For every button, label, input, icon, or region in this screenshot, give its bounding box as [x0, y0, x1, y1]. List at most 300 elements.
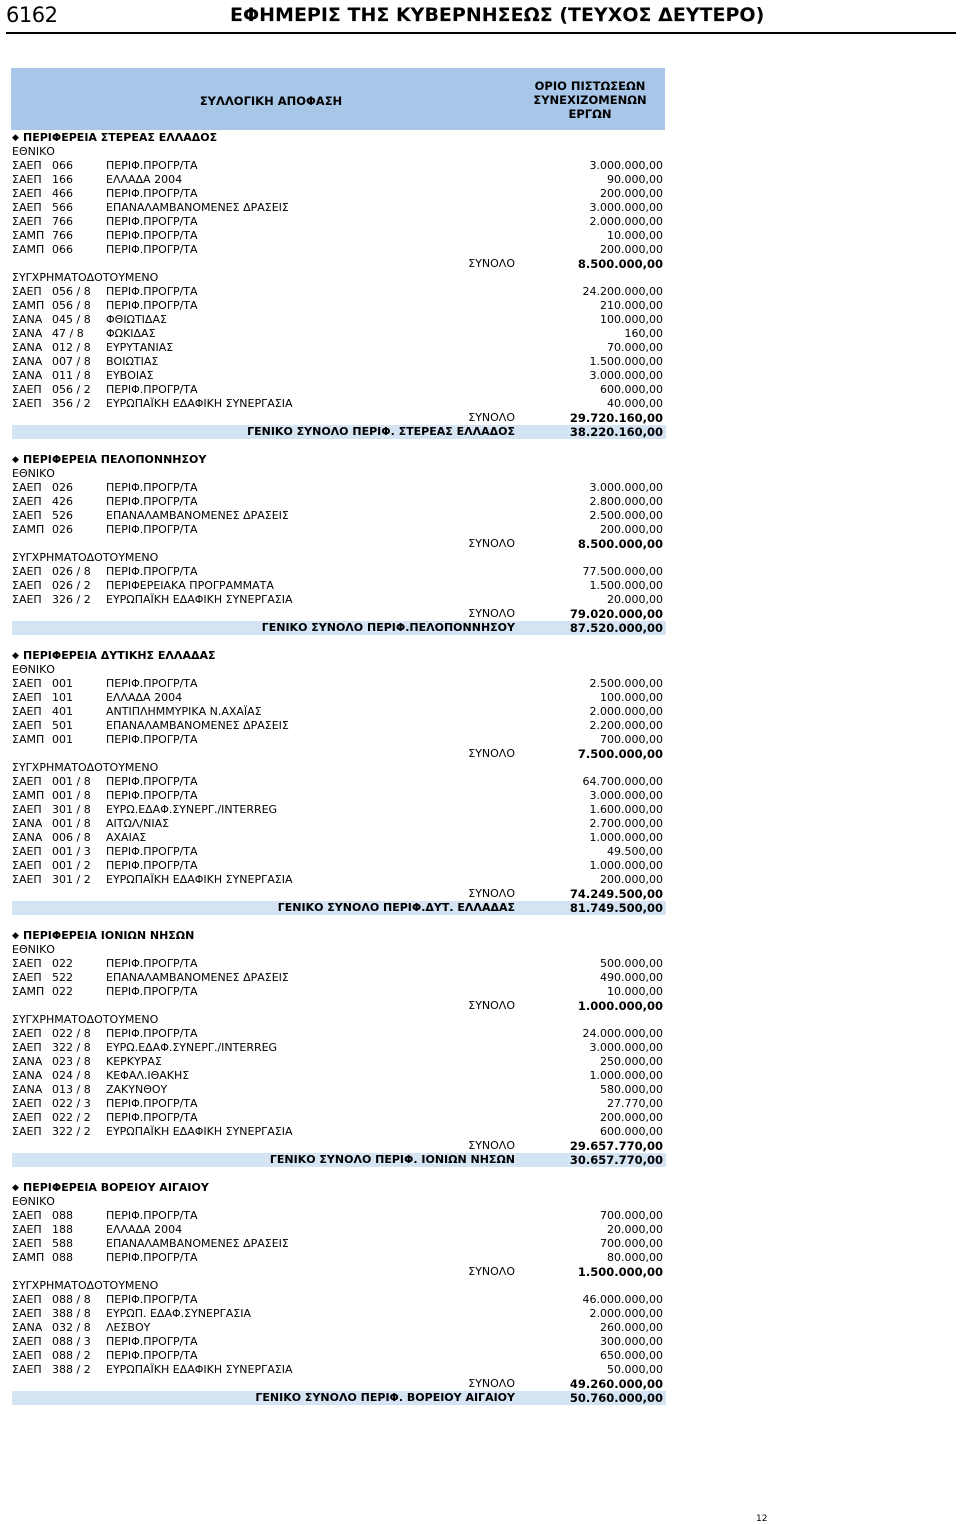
region-name: ΠΕΡΙΦΕΡΕΙΑ ΙΟΝΙΩΝ ΝΗΣΩΝ	[23, 929, 195, 942]
table-row	[12, 397, 666, 411]
table-row	[12, 1321, 666, 1335]
budget-code: ΣΑΝΑ	[12, 313, 43, 326]
amount: 210.000,00	[600, 299, 663, 312]
budget-code: ΣΑΕΠ	[12, 1363, 42, 1376]
description: ΠΕΡΙΦ.ΠΡΟΓΡ/ΤΑ	[106, 677, 198, 690]
cofinanced-label	[12, 1279, 666, 1293]
budget-code: ΣΑΕΠ	[12, 397, 42, 410]
description: ΠΕΡΙΦ.ΠΡΟΓΡ/ΤΑ	[106, 789, 198, 802]
cofinanced-total	[12, 887, 666, 901]
description: ΕΠΑΝΑΛΑΜΒΑΝΟΜΕΝΕΣ ΔΡΑΣΕΙΣ	[106, 719, 289, 732]
region-section	[12, 1181, 666, 1405]
national-total	[12, 999, 666, 1013]
national-label	[12, 1195, 666, 1209]
project-number: 088	[52, 1209, 73, 1222]
budget-code: ΣΑΜΠ	[12, 1251, 45, 1264]
table-row	[12, 355, 666, 369]
project-number: 001 / 2	[52, 859, 91, 872]
table-row	[12, 243, 666, 257]
table-row	[12, 845, 666, 859]
amount: 20.000,00	[607, 1223, 663, 1236]
project-number: 001 / 8	[52, 817, 91, 830]
region-section	[12, 929, 666, 1167]
project-number: 188	[52, 1223, 73, 1236]
header-rule	[6, 32, 956, 34]
cofinanced-total-label: ΣΥΝΟΛΟ	[468, 887, 515, 900]
description: ΕΥΡΩ.ΕΔΑΦ.ΣΥΝΕΡΓ./INTERREG	[106, 803, 278, 816]
amount: 490.000,00	[600, 971, 663, 984]
project-number: 766	[52, 215, 73, 228]
project-number: 588	[52, 1237, 73, 1250]
cofinanced-total-label: ΣΥΝΟΛΟ	[468, 607, 515, 620]
amount: 100.000,00	[600, 313, 663, 326]
journal-title: ΕΦΗΜΕΡΙΣ ΤΗΣ ΚΥΒΕΡΝΗΣΕΩΣ (ΤΕΥΧΟΣ ΔΕΥΤΕΡΟ)	[230, 4, 765, 26]
project-number: 766	[52, 229, 73, 242]
project-number: 012 / 8	[52, 341, 91, 354]
amount: 27.770,00	[607, 1097, 663, 1110]
description: ΠΕΡΙΦ.ΠΡΟΓΡ/ΤΑ	[106, 845, 198, 858]
amount: 200.000,00	[600, 873, 663, 886]
description: ΕΥΒΟΙΑΣ	[106, 369, 154, 382]
project-number: 426	[52, 495, 73, 508]
project-number: 088	[52, 1251, 73, 1264]
description: ΠΕΡΙΦ.ΠΡΟΓΡ/ΤΑ	[106, 985, 198, 998]
budget-code: ΣΑΕΠ	[12, 593, 42, 606]
description: ΕΛΛΑΔΑ 2004	[106, 691, 183, 704]
grand-total	[12, 621, 666, 635]
national-label	[12, 145, 666, 159]
project-number: 045 / 8	[52, 313, 91, 326]
description: ΠΕΡΙΦ.ΠΡΟΓΡ/ΤΑ	[106, 1111, 198, 1124]
budget-code: ΣΑΝΑ	[12, 355, 43, 368]
diamond-bullet-icon: ◆	[12, 931, 19, 941]
amount: 700.000,00	[600, 733, 663, 746]
cofinanced-total	[12, 607, 666, 621]
table-row	[12, 215, 666, 229]
budget-code: ΣΑΝΑ	[12, 341, 43, 354]
cofinanced-label-text: ΣΥΓΧΡΗΜΑΤΟΔΟΤΟΥΜΕΝΟ	[12, 1279, 159, 1292]
description: ΠΕΡΙΦ.ΠΡΟΓΡ/ΤΑ	[106, 229, 198, 242]
project-number: 001	[52, 677, 73, 690]
budget-code: ΣΑΕΠ	[12, 691, 42, 704]
amount: 80.000,00	[607, 1251, 663, 1264]
table-row	[12, 1237, 666, 1251]
table-row	[12, 1125, 666, 1139]
description: ΕΥΡΥΤΑΝΙΑΣ	[106, 341, 174, 354]
national-label-text: ΕΘΝΙΚΟ	[12, 943, 55, 956]
project-number: 007 / 8	[52, 355, 91, 368]
grand-total	[12, 1153, 666, 1167]
budget-code: ΣΑΕΠ	[12, 1125, 42, 1138]
table-row	[12, 803, 666, 817]
budget-code: ΣΑΜΠ	[12, 985, 45, 998]
grand-total-label: ΓΕΝΙΚΟ ΣΥΝΟΛΟ ΠΕΡΙΦ.ΠΕΛΟΠΟΝΝΗΣΟΥ	[261, 621, 515, 634]
table-row	[12, 1055, 666, 1069]
description: ΠΕΡΙΦ.ΠΡΟΓΡ/ΤΑ	[106, 1209, 198, 1222]
amount: 700.000,00	[600, 1209, 663, 1222]
description: ΠΕΡΙΦ.ΠΡΟΓΡ/ΤΑ	[106, 775, 198, 788]
project-number: 301 / 8	[52, 803, 91, 816]
table-row	[12, 159, 666, 173]
table-row	[12, 719, 666, 733]
budget-code: ΣΑΕΠ	[12, 201, 42, 214]
amount: 2.700.000,00	[589, 817, 663, 830]
project-number: 101	[52, 691, 73, 704]
description: ΠΕΡΙΦ.ΠΡΟΓΡ/ΤΑ	[106, 1251, 198, 1264]
table-row	[12, 1335, 666, 1349]
amount: 700.000,00	[600, 1237, 663, 1250]
national-total	[12, 747, 666, 761]
project-number: 47 / 8	[52, 327, 84, 340]
project-number: 301 / 2	[52, 873, 91, 886]
national-label	[12, 943, 666, 957]
table-row	[12, 509, 666, 523]
project-number: 322 / 2	[52, 1125, 91, 1138]
national-total-amount: 1.000.000,00	[577, 999, 663, 1013]
description: ΕΛΛΑΔΑ 2004	[106, 1223, 183, 1236]
national-label-text: ΕΘΝΙΚΟ	[12, 145, 55, 158]
table-row	[12, 369, 666, 383]
project-number: 022 / 8	[52, 1027, 91, 1040]
project-number: 024 / 8	[52, 1069, 91, 1082]
cofinanced-label	[12, 551, 666, 565]
region-section	[12, 131, 666, 439]
table-row	[12, 775, 666, 789]
table-row	[12, 1097, 666, 1111]
amount: 1.500.000,00	[589, 355, 663, 368]
amount: 200.000,00	[600, 187, 663, 200]
table-row	[12, 523, 666, 537]
amount: 3.000.000,00	[589, 481, 663, 494]
budget-code: ΣΑΕΠ	[12, 1293, 42, 1306]
national-total-amount: 8.500.000,00	[577, 257, 663, 271]
cofinanced-total-amount: 29.720.160,00	[569, 411, 663, 425]
national-label	[12, 467, 666, 481]
page-number: 6162	[6, 3, 58, 27]
cofinanced-total	[12, 1139, 666, 1153]
budget-code: ΣΑΕΠ	[12, 1209, 42, 1222]
table-row	[12, 565, 666, 579]
budget-code: ΣΑΜΠ	[12, 523, 45, 536]
table-row	[12, 677, 666, 691]
table-row	[12, 201, 666, 215]
budget-code: ΣΑΝΑ	[12, 1069, 43, 1082]
description: ΕΠΑΝΑΛΑΜΒΑΝΟΜΕΝΕΣ ΔΡΑΣΕΙΣ	[106, 971, 289, 984]
grand-total	[12, 1391, 666, 1405]
amount: 3.000.000,00	[589, 1041, 663, 1054]
description: ΠΕΡΙΦ.ΠΡΟΓΡ/ΤΑ	[106, 1293, 198, 1306]
amount: 46.000.000,00	[582, 1293, 663, 1306]
cofinanced-total-label: ΣΥΝΟΛΟ	[468, 1377, 515, 1390]
national-label-text: ΕΘΝΙΚΟ	[12, 663, 55, 676]
national-label-text: ΕΘΝΙΚΟ	[12, 1195, 55, 1208]
project-number: 166	[52, 173, 73, 186]
project-number: 522	[52, 971, 73, 984]
amount: 2.200.000,00	[589, 719, 663, 732]
description: ΕΥΡΩΠΑΪΚΗ ΕΔΑΦΙΚΗ ΣΥΝΕΡΓΑΣΙΑ	[106, 1125, 293, 1138]
cofinanced-total-amount: 74.249.500,00	[569, 887, 663, 901]
table-row	[12, 285, 666, 299]
project-number: 026 / 8	[52, 565, 91, 578]
description: ΕΥΡΩΠΑΪΚΗ ΕΔΑΦΙΚΗ ΣΥΝΕΡΓΑΣΙΑ	[106, 593, 293, 606]
amount: 70.000,00	[607, 341, 663, 354]
project-number: 388 / 2	[52, 1363, 91, 1376]
table-row	[12, 593, 666, 607]
project-number: 001 / 8	[52, 775, 91, 788]
budget-code: ΣΑΕΠ	[12, 383, 42, 396]
amount: 200.000,00	[600, 243, 663, 256]
budget-code: ΣΑΕΠ	[12, 873, 42, 886]
budget-code: ΣΑΕΠ	[12, 803, 42, 816]
table-row	[12, 873, 666, 887]
description: ΠΕΡΙΦ.ΠΡΟΓΡ/ΤΑ	[106, 859, 198, 872]
budget-code: ΣΑΕΠ	[12, 159, 42, 172]
project-number: 006 / 8	[52, 831, 91, 844]
cofinanced-total-label: ΣΥΝΟΛΟ	[468, 411, 515, 424]
budget-code: ΣΑΕΠ	[12, 859, 42, 872]
project-number: 032 / 8	[52, 1321, 91, 1334]
table-row	[12, 1307, 666, 1321]
table-row	[12, 173, 666, 187]
amount: 49.500,00	[607, 845, 663, 858]
amount: 2.000.000,00	[589, 705, 663, 718]
amount: 10.000,00	[607, 985, 663, 998]
amount: 20.000,00	[607, 593, 663, 606]
cofinanced-total	[12, 411, 666, 425]
grand-total	[12, 901, 666, 915]
table-row	[12, 495, 666, 509]
cofinanced-total-label: ΣΥΝΟΛΟ	[468, 1139, 515, 1152]
cofinanced-total-amount: 79.020.000,00	[569, 607, 663, 621]
cofinanced-label	[12, 761, 666, 775]
grand-total-label: ΓΕΝΙΚΟ ΣΥΝΟΛΟ ΠΕΡΙΦ. ΒΟΡΕΙΟΥ ΑΙΓΑΙΟΥ	[255, 1391, 515, 1404]
table-row	[12, 1363, 666, 1377]
project-number: 011 / 8	[52, 369, 91, 382]
amount: 3.000.000,00	[589, 369, 663, 382]
amount: 650.000,00	[600, 1349, 663, 1362]
project-number: 022	[52, 985, 73, 998]
project-number: 026	[52, 481, 73, 494]
description: ΠΕΡΙΦ.ΠΡΟΓΡ/ΤΑ	[106, 733, 198, 746]
project-number: 056 / 2	[52, 383, 91, 396]
project-number: 088 / 3	[52, 1335, 91, 1348]
table-row	[12, 859, 666, 873]
description: ΕΛΛΑΔΑ 2004	[106, 173, 183, 186]
budget-code: ΣΑΕΠ	[12, 1307, 42, 1320]
national-total-label: ΣΥΝΟΛΟ	[468, 1265, 515, 1278]
project-number: 001 / 8	[52, 789, 91, 802]
amount: 200.000,00	[600, 1111, 663, 1124]
project-number: 022 / 3	[52, 1097, 91, 1110]
budget-code: ΣΑΕΠ	[12, 495, 42, 508]
table-row	[12, 1349, 666, 1363]
table-row	[12, 985, 666, 999]
diamond-bullet-icon: ◆	[12, 651, 19, 661]
region-heading	[12, 131, 666, 145]
description: ΕΥΡΩΠ. ΕΔΑΦ.ΣΥΝΕΡΓΑΣΙΑ	[106, 1307, 251, 1320]
project-number: 356 / 2	[52, 397, 91, 410]
cofinanced-total-amount: 29.657.770,00	[569, 1139, 663, 1153]
project-number: 026 / 2	[52, 579, 91, 592]
table-row	[12, 579, 666, 593]
amount: 64.700.000,00	[582, 775, 663, 788]
amount: 600.000,00	[600, 1125, 663, 1138]
budget-code: ΣΑΜΠ	[12, 789, 45, 802]
table-row	[12, 971, 666, 985]
national-total	[12, 257, 666, 271]
description: ΕΥΡΩΠΑΪΚΗ ΕΔΑΦΙΚΗ ΣΥΝΕΡΓΑΣΙΑ	[106, 1363, 293, 1376]
table-row	[12, 313, 666, 327]
budget-code: ΣΑΝΑ	[12, 817, 43, 830]
description: ΕΠΑΝΑΛΑΜΒΑΝΟΜΕΝΕΣ ΔΡΑΣΕΙΣ	[106, 509, 289, 522]
budget-code: ΣΑΕΠ	[12, 481, 42, 494]
project-number: 526	[52, 509, 73, 522]
project-number: 388 / 8	[52, 1307, 91, 1320]
amount: 50.000,00	[607, 1363, 663, 1376]
project-number: 001 / 3	[52, 845, 91, 858]
region-section	[12, 649, 666, 915]
table-row	[12, 1209, 666, 1223]
description: ΦΘΙΩΤΙΔΑΣ	[106, 313, 167, 326]
table-row	[12, 383, 666, 397]
project-number: 566	[52, 201, 73, 214]
budget-code: ΣΑΕΠ	[12, 187, 42, 200]
budget-code: ΣΑΕΠ	[12, 1111, 42, 1124]
grand-total-label: ΓΕΝΙΚΟ ΣΥΝΟΛΟ ΠΕΡΙΦ. ΙΟΝΙΩΝ ΝΗΣΩΝ	[269, 1153, 515, 1166]
table-row	[12, 733, 666, 747]
description: ΠΕΡΙΦΕΡΕΙΑΚΑ ΠΡΟΓΡΑΜΜΑΤΑ	[106, 579, 274, 592]
description: ΠΕΡΙΦ.ΠΡΟΓΡ/ΤΑ	[106, 187, 198, 200]
national-label-text: ΕΘΝΙΚΟ	[12, 467, 55, 480]
amount: 77.500.000,00	[582, 565, 663, 578]
diamond-bullet-icon: ◆	[12, 1183, 19, 1193]
grand-total	[12, 425, 666, 439]
page-header	[6, 0, 956, 30]
budget-code: ΣΑΕΠ	[12, 677, 42, 690]
table-row	[12, 481, 666, 495]
budget-code: ΣΑΕΠ	[12, 719, 42, 732]
description: ΕΠΑΝΑΛΑΜΒΑΝΟΜΕΝΕΣ ΔΡΑΣΕΙΣ	[106, 1237, 289, 1250]
table-row	[12, 789, 666, 803]
amount: 600.000,00	[600, 383, 663, 396]
description: ΠΕΡΙΦ.ΠΡΟΓΡ/ΤΑ	[106, 481, 198, 494]
amount: 100.000,00	[600, 691, 663, 704]
region-name: ΠΕΡΙΦΕΡΕΙΑ ΒΟΡΕΙΟΥ ΑΙΓΑΙΟΥ	[23, 1181, 209, 1194]
description: ΕΥΡΩ.ΕΔΑΦ.ΣΥΝΕΡΓ./INTERREG	[106, 1041, 278, 1054]
description: ΠΕΡΙΦ.ΠΡΟΓΡ/ΤΑ	[106, 1349, 198, 1362]
description: ΠΕΡΙΦ.ΠΡΟΓΡ/ΤΑ	[106, 1027, 198, 1040]
description: ΠΕΡΙΦ.ΠΡΟΓΡ/ΤΑ	[106, 215, 198, 228]
table-row	[12, 831, 666, 845]
description: ΒΟΙΩΤΙΑΣ	[106, 355, 159, 368]
project-number: 056 / 8	[52, 299, 91, 312]
budget-code: ΣΑΝΑ	[12, 1055, 43, 1068]
national-total-label: ΣΥΝΟΛΟ	[468, 257, 515, 270]
region-name: ΠΕΡΙΦΕΡΕΙΑ ΠΕΛΟΠΟΝΝΗΣΟΥ	[23, 453, 207, 466]
table-row	[12, 1083, 666, 1097]
budget-code: ΣΑΕΠ	[12, 845, 42, 858]
budget-code: ΣΑΕΠ	[12, 285, 42, 298]
description: ΚΕΦΑΛ.ΙΘΑΚΗΣ	[106, 1069, 190, 1082]
budget-code: ΣΑΕΠ	[12, 1097, 42, 1110]
amount: 1.000.000,00	[589, 1069, 663, 1082]
region-heading	[12, 453, 666, 467]
project-number: 401	[52, 705, 73, 718]
description: ΑΝΤΙΠΛΗΜΜΥΡΙΚΑ Ν.ΑΧΑΪΑΣ	[106, 705, 262, 718]
national-total	[12, 537, 666, 551]
description: ΦΩΚΙΔΑΣ	[106, 327, 156, 340]
national-total	[12, 1265, 666, 1279]
amount: 250.000,00	[600, 1055, 663, 1068]
budget-code: ΣΑΕΠ	[12, 1237, 42, 1250]
description: ΠΕΡΙΦ.ΠΡΟΓΡ/ΤΑ	[106, 1097, 198, 1110]
amount: 3.000.000,00	[589, 159, 663, 172]
national-total-amount: 1.500.000,00	[577, 1265, 663, 1279]
budget-code: ΣΑΜΠ	[12, 733, 45, 746]
amount: 260.000,00	[600, 1321, 663, 1334]
table-row	[12, 1027, 666, 1041]
budget-code: ΣΑΕΠ	[12, 1041, 42, 1054]
table-row	[12, 1223, 666, 1237]
description: ΠΕΡΙΦ.ΠΡΟΓΡ/ΤΑ	[106, 159, 198, 172]
cofinanced-label-text: ΣΥΓΧΡΗΜΑΤΟΔΟΤΟΥΜΕΝΟ	[12, 1013, 159, 1026]
table-row	[12, 1251, 666, 1265]
cofinanced-label	[12, 271, 666, 285]
budget-code: ΣΑΕΠ	[12, 1223, 42, 1236]
table-body	[12, 131, 666, 1405]
amount: 40.000,00	[607, 397, 663, 410]
description: ΠΕΡΙΦ.ΠΡΟΓΡ/ΤΑ	[106, 243, 198, 256]
region-heading	[12, 649, 666, 663]
budget-code: ΣΑΕΠ	[12, 971, 42, 984]
amount: 200.000,00	[600, 523, 663, 536]
description: ΛΕΣΒΟΥ	[106, 1321, 151, 1334]
national-total-amount: 7.500.000,00	[577, 747, 663, 761]
column-header-decision: ΣΥΛΛΟΓΙΚΗ ΑΠΟΦΑΣΗ	[199, 94, 343, 108]
project-number: 026	[52, 523, 73, 536]
amount: 300.000,00	[600, 1335, 663, 1348]
grand-total-amount: 30.657.770,00	[569, 1153, 663, 1167]
description: ΠΕΡΙΦ.ΠΡΟΓΡ/ΤΑ	[106, 523, 198, 536]
amount: 90.000,00	[607, 173, 663, 186]
cofinanced-total-amount: 49.260.000,00	[569, 1377, 663, 1391]
description: ΚΕΡΚΥΡΑΣ	[106, 1055, 162, 1068]
table-row	[12, 1069, 666, 1083]
diamond-bullet-icon: ◆	[12, 133, 19, 143]
footer-page-marker: 12	[756, 1514, 768, 1524]
cofinanced-total	[12, 1377, 666, 1391]
project-number: 023 / 8	[52, 1055, 91, 1068]
budget-code: ΣΑΕΠ	[12, 705, 42, 718]
national-label	[12, 663, 666, 677]
table-row	[12, 187, 666, 201]
description: ΕΥΡΩΠΑΪΚΗ ΕΔΑΦΙΚΗ ΣΥΝΕΡΓΑΣΙΑ	[106, 397, 293, 410]
amount: 580.000,00	[600, 1083, 663, 1096]
grand-total-amount: 38.220.160,00	[569, 425, 663, 439]
diamond-bullet-icon: ◆	[12, 455, 19, 465]
amount: 3.000.000,00	[589, 201, 663, 214]
cofinanced-label-text: ΣΥΓΧΡΗΜΑΤΟΔΟΤΟΥΜΕΝΟ	[12, 271, 159, 284]
budget-code: ΣΑΝΑ	[12, 369, 43, 382]
description: ΠΕΡΙΦ.ΠΡΟΓΡ/ΤΑ	[106, 1335, 198, 1348]
amount: 2.000.000,00	[589, 215, 663, 228]
budget-code: ΣΑΝΑ	[12, 327, 43, 340]
region-name: ΠΕΡΙΦΕΡΕΙΑ ΔΥΤΙΚΗΣ ΕΛΛΑΔΑΣ	[23, 649, 216, 662]
amount: 24.200.000,00	[582, 285, 663, 298]
description: ΑΧΑΙΑΣ	[106, 831, 147, 844]
column-header-credit-limit: ΟΡΙΟ ΠΙΣΤΩΣΕΩΝ ΣΥΝΕΧΙΖΟΜΕΝΩΝ ΕΡΓΩΝ	[533, 79, 647, 121]
description: ΠΕΡΙΦ.ΠΡΟΓΡ/ΤΑ	[106, 495, 198, 508]
